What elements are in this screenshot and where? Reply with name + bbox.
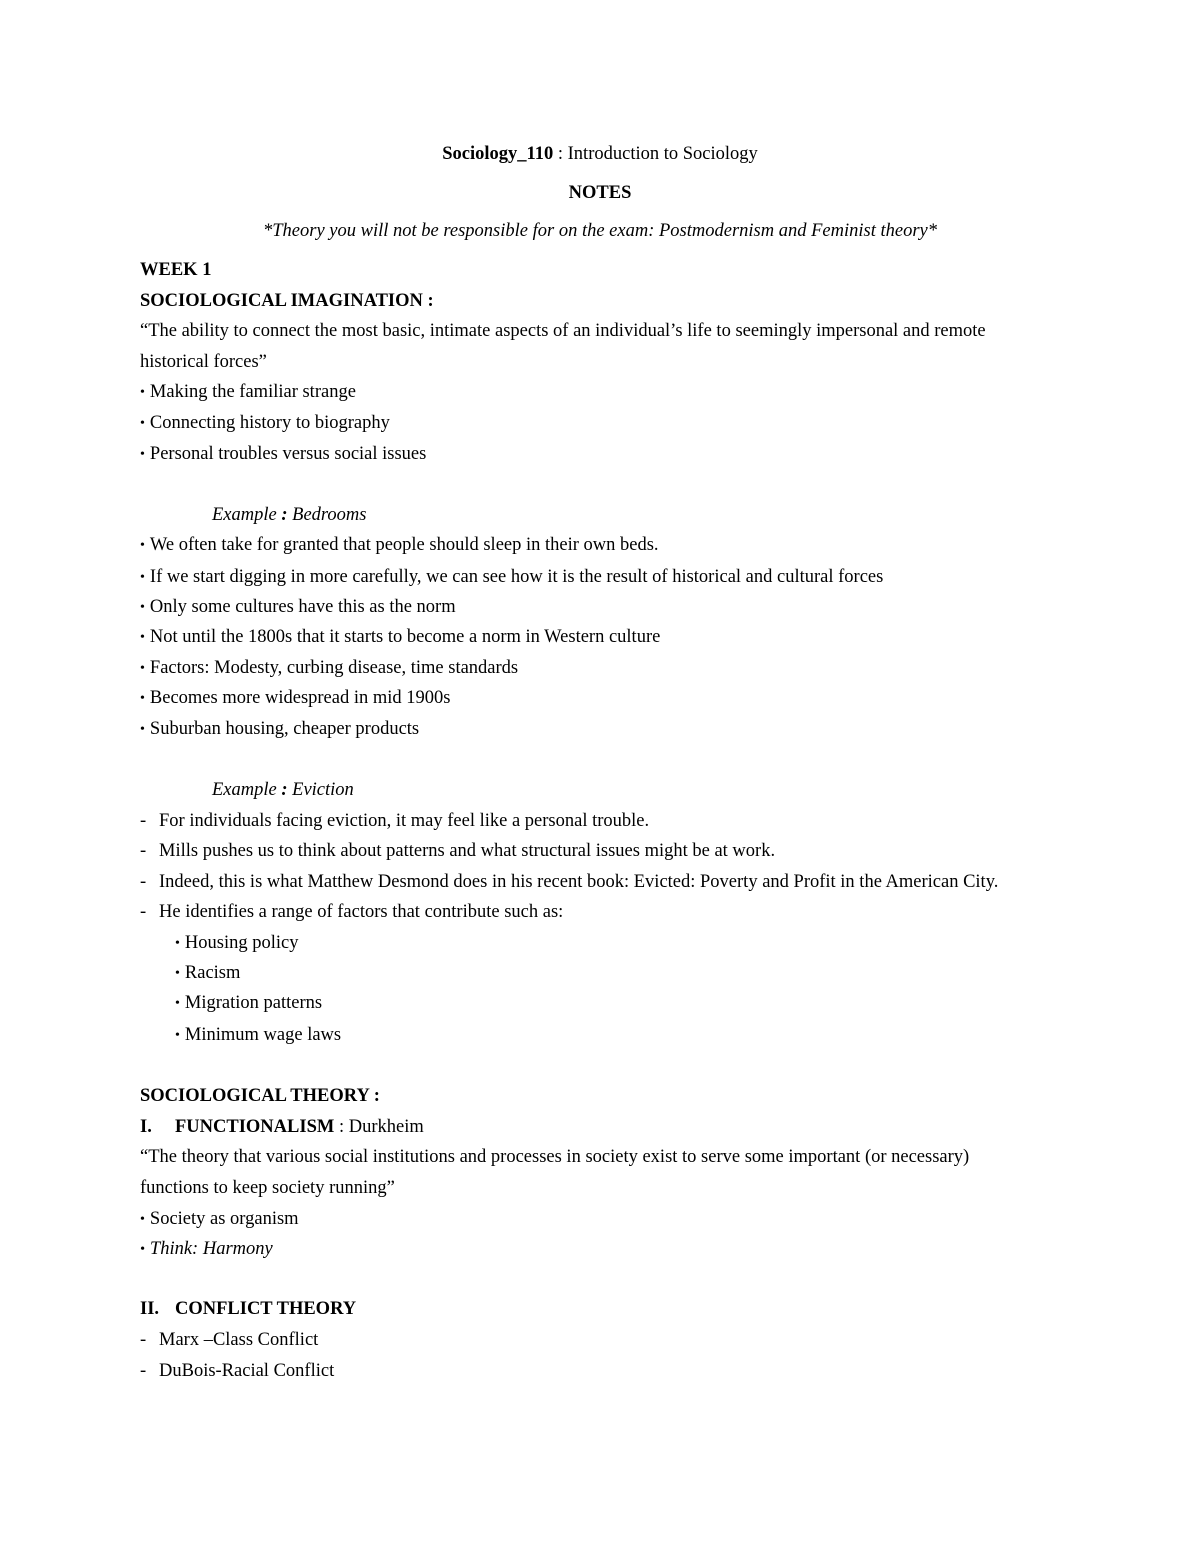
section-name: FUNCTIONALISM [175,1117,335,1137]
bedrooms-bullet: • Only some cultures have this as the norm [140,595,456,621]
conflict-theory-heading [140,1297,356,1321]
eviction-factor-bullet: • Migration patterns [175,991,322,1017]
imagination-bullet: • Personal troubles versus social issues [140,442,426,468]
sociological-theory-heading: SOCIOLOGICAL THEORY : [140,1086,380,1106]
course-separator: : [553,144,568,164]
section-numeral: I. [140,1117,152,1137]
example-topic: Bedrooms [292,505,367,525]
exam-note: *Theory you will not be responsible for on the exam: Postmodernism and Feminist theory* [263,221,937,241]
eviction-factor-bullet: • Minimum wage laws [175,1023,341,1049]
section-author: Durkheim [348,1117,424,1137]
sociological-imagination-heading: SOCIOLOGICAL IMAGINATION : [140,291,434,311]
notes-heading: NOTES [568,183,632,203]
eviction-factor-bullet: • Housing policy [175,931,298,957]
functionalism-quote-line-2: functions to keep society running” [140,1178,395,1198]
bedrooms-bullet: • We often take for granted that people should sleep in their own beds. [140,533,659,559]
example-colon: : [276,505,293,525]
imagination-quote-line-2: historical forces” [140,352,267,372]
functionalism-heading [140,1115,424,1139]
eviction-dash-item: - Indeed, this is what Matthew Desmond does in his recent book: Evicted: Poverty and Profit in the American City. [140,870,998,894]
example-eviction-heading [212,778,354,802]
week-heading: WEEK 1 [140,260,212,280]
bedrooms-bullet: • Factors: Modesty, curbing disease, time standards [140,656,518,682]
conflict-dash-item: - Marx –Class Conflict [140,1328,318,1352]
section-numeral: II. [140,1299,160,1319]
eviction-factor-bullet: • Racism [175,961,240,987]
example-bedrooms-heading [212,503,367,527]
conflict-dash-item: - DuBois-Racial Conflict [140,1359,334,1383]
example-label: Example [212,780,277,800]
functionalism-quote-line-1: “The theory that various social institutions and processes in society exist to serve some important (or necessary) [140,1147,970,1167]
bedrooms-bullet: • Becomes more widespread in mid 1900s [140,686,450,712]
imagination-quote-line-1: “The ability to connect the most basic, intimate aspects of an individual’s life to seemingly impersonal and remote [140,321,986,341]
eviction-dash-item: - He identifies a range of factors that contribute such as: [140,900,563,924]
bedrooms-bullet: • Not until the 1800s that it starts to become a norm in Western culture [140,625,660,651]
functionalism-bullet: • Society as organism [140,1207,299,1233]
imagination-bullet: • Connecting history to biography [140,411,390,437]
course-title-line [0,142,1200,166]
eviction-dash-item: - Mills pushes us to think about patterns and what structural issues might be at work. [140,839,775,863]
section-separator: : [334,1117,349,1137]
eviction-dash-item: - For individuals facing eviction, it may feel like a personal trouble. [140,809,649,833]
course-code: Sociology_110 [442,144,554,164]
example-label: Example [212,505,277,525]
imagination-bullet: • Making the familiar strange [140,380,356,406]
section-name: CONFLICT THEORY [175,1299,357,1319]
bedrooms-bullet: • If we start digging in more carefully, we can see how it is the result of historical and cultural forces [140,565,883,591]
course-name: Introduction to Sociology [567,144,758,164]
example-topic: Eviction [292,780,354,800]
bedrooms-bullet: • Suburban housing, cheaper products [140,717,419,743]
example-colon: : [276,780,293,800]
functionalism-bullet: • Think: Harmony [140,1237,273,1263]
